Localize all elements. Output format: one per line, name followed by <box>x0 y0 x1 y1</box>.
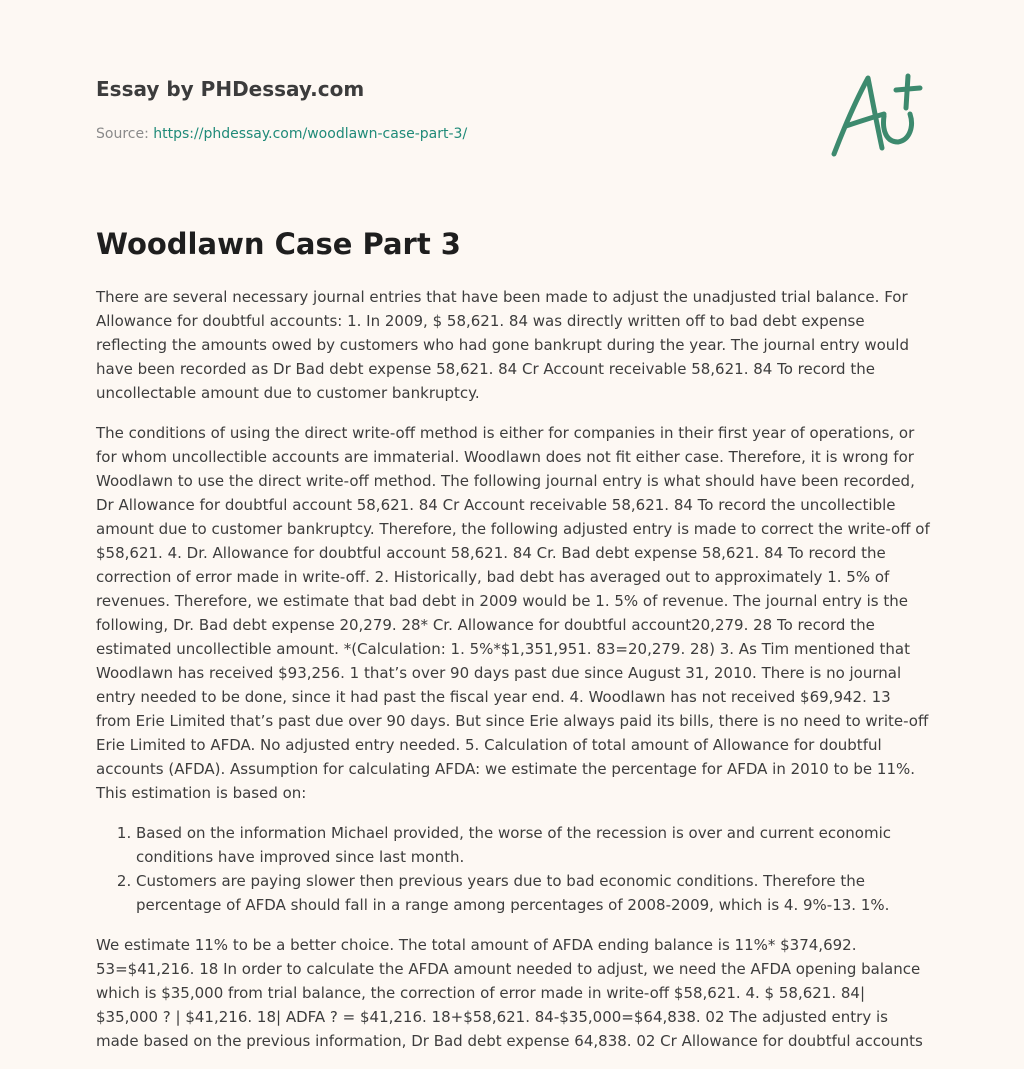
page-header <box>96 74 928 174</box>
essay-paragraph: There are several necessary journal entries that have been made to adjust the unadjusted trial balance. For Allowance for doubtful accounts: 1. In 2009, $ 58,621. 84 was directly written off to bad debt expense reflecting the amounts owed by customers who had gone bankrupt during the year. The journal entry would have been recorded as Dr Bad debt expense 58,621. 84 Cr Account receivable 58,621. 84 To record the uncollectable amount due to customer bankruptcy. <box>96 288 909 402</box>
essay-paragraph: The conditions of using the direct write-off method is either for companies in their first year of operations, or for whom uncollectible accounts are immaterial. Woodlawn does not fit either case. Therefore, it is wrong for Woodlawn to use the direct write-off method. The following journal entry is what should have been recorded, Dr Allowance for doubtful account 58,621. 84 Cr Account receivable 58,621. 84 To record the uncollectible amount due to customer bankruptcy. Therefore, the following adjusted entry is made to correct the write-off of $58,621. 4. Dr. Allowance for doubtful account 58,621. 84 Cr. Bad debt expense 58,621. 84 To record the correction of error made in write-off. 2. Historically, bad debt has averaged out to approximately 1. 5% of revenues. Therefore, we estimate that bad debt in 2009 would be 1. 5% of revenue. The journal entry is the following, Dr. Bad debt expense 20,279. 28* Cr. Allowance for doubtful account20,279. 28 To record the estimated uncollectible amount. *(Calculation: 1. 5%*$1,351,951. 83=20,279. 28) 3. As Tim mentioned that Woodlawn has received $93,256. 1 that’s over 90 days past due since August 31, 2010. There is no journal entry needed to be done, since it had past the fiscal year end. 4. Woodlawn has not received $69,942. 13 from Erie Limited that’s past due over 90 days. But since Erie always paid its bills, there is no need to write-off Erie Limited to AFDA. No adjusted entry needed. 5. Calculation of total amount of Allowance for doubtful accounts (AFDA). Assumption for calculating AFDA: we estimate the percentage for AFDA in 2010 to be 11%. This estimation is based on: <box>96 424 930 802</box>
list-item: 2. Customers are paying slower then previous years due to bad economic conditions. Therefore the percentage of AFDA should fall in a range among percentages of 2008-2009, which is 4. 9%-13. 1%. <box>136 869 930 917</box>
site-brand: Essay by PHDessay.com <box>96 77 365 101</box>
list-item: 1. Based on the information Michael provided, the worse of the recession is over and current economic conditions have improved since last month. <box>136 821 930 869</box>
essay-body <box>96 285 930 1069</box>
essay-paragraph: We estimate 11% to be a better choice. The total amount of AFDA ending balance is 11%* $374,692. 53=$41,216. 18 In order to calculate the AFDA amount needed to adjust, we need the AFDA opening balance which is $35,000 from trial balance, the correction of error made in write-off $58,621. 4. $ 58,621. 84| $35,000 ? | $41,216. 18| ADFA ? = $41,216. 18+$58,621. 84-$35,000=$64,838. 02 The adjusted entry is made based on the previous information, Dr Bad debt expense 64,838. 02 Cr Allowance for doubtful accounts <box>96 936 923 1050</box>
a-plus-grade-icon <box>824 68 928 160</box>
source-label: Source: <box>96 126 149 142</box>
essay-title: Woodlawn Case Part 3 <box>96 227 461 261</box>
estimation-basis-list <box>96 821 930 917</box>
source-line <box>96 124 467 144</box>
source-link[interactable]: https://phdessay.com/woodlawn-case-part-3/ <box>153 126 468 142</box>
